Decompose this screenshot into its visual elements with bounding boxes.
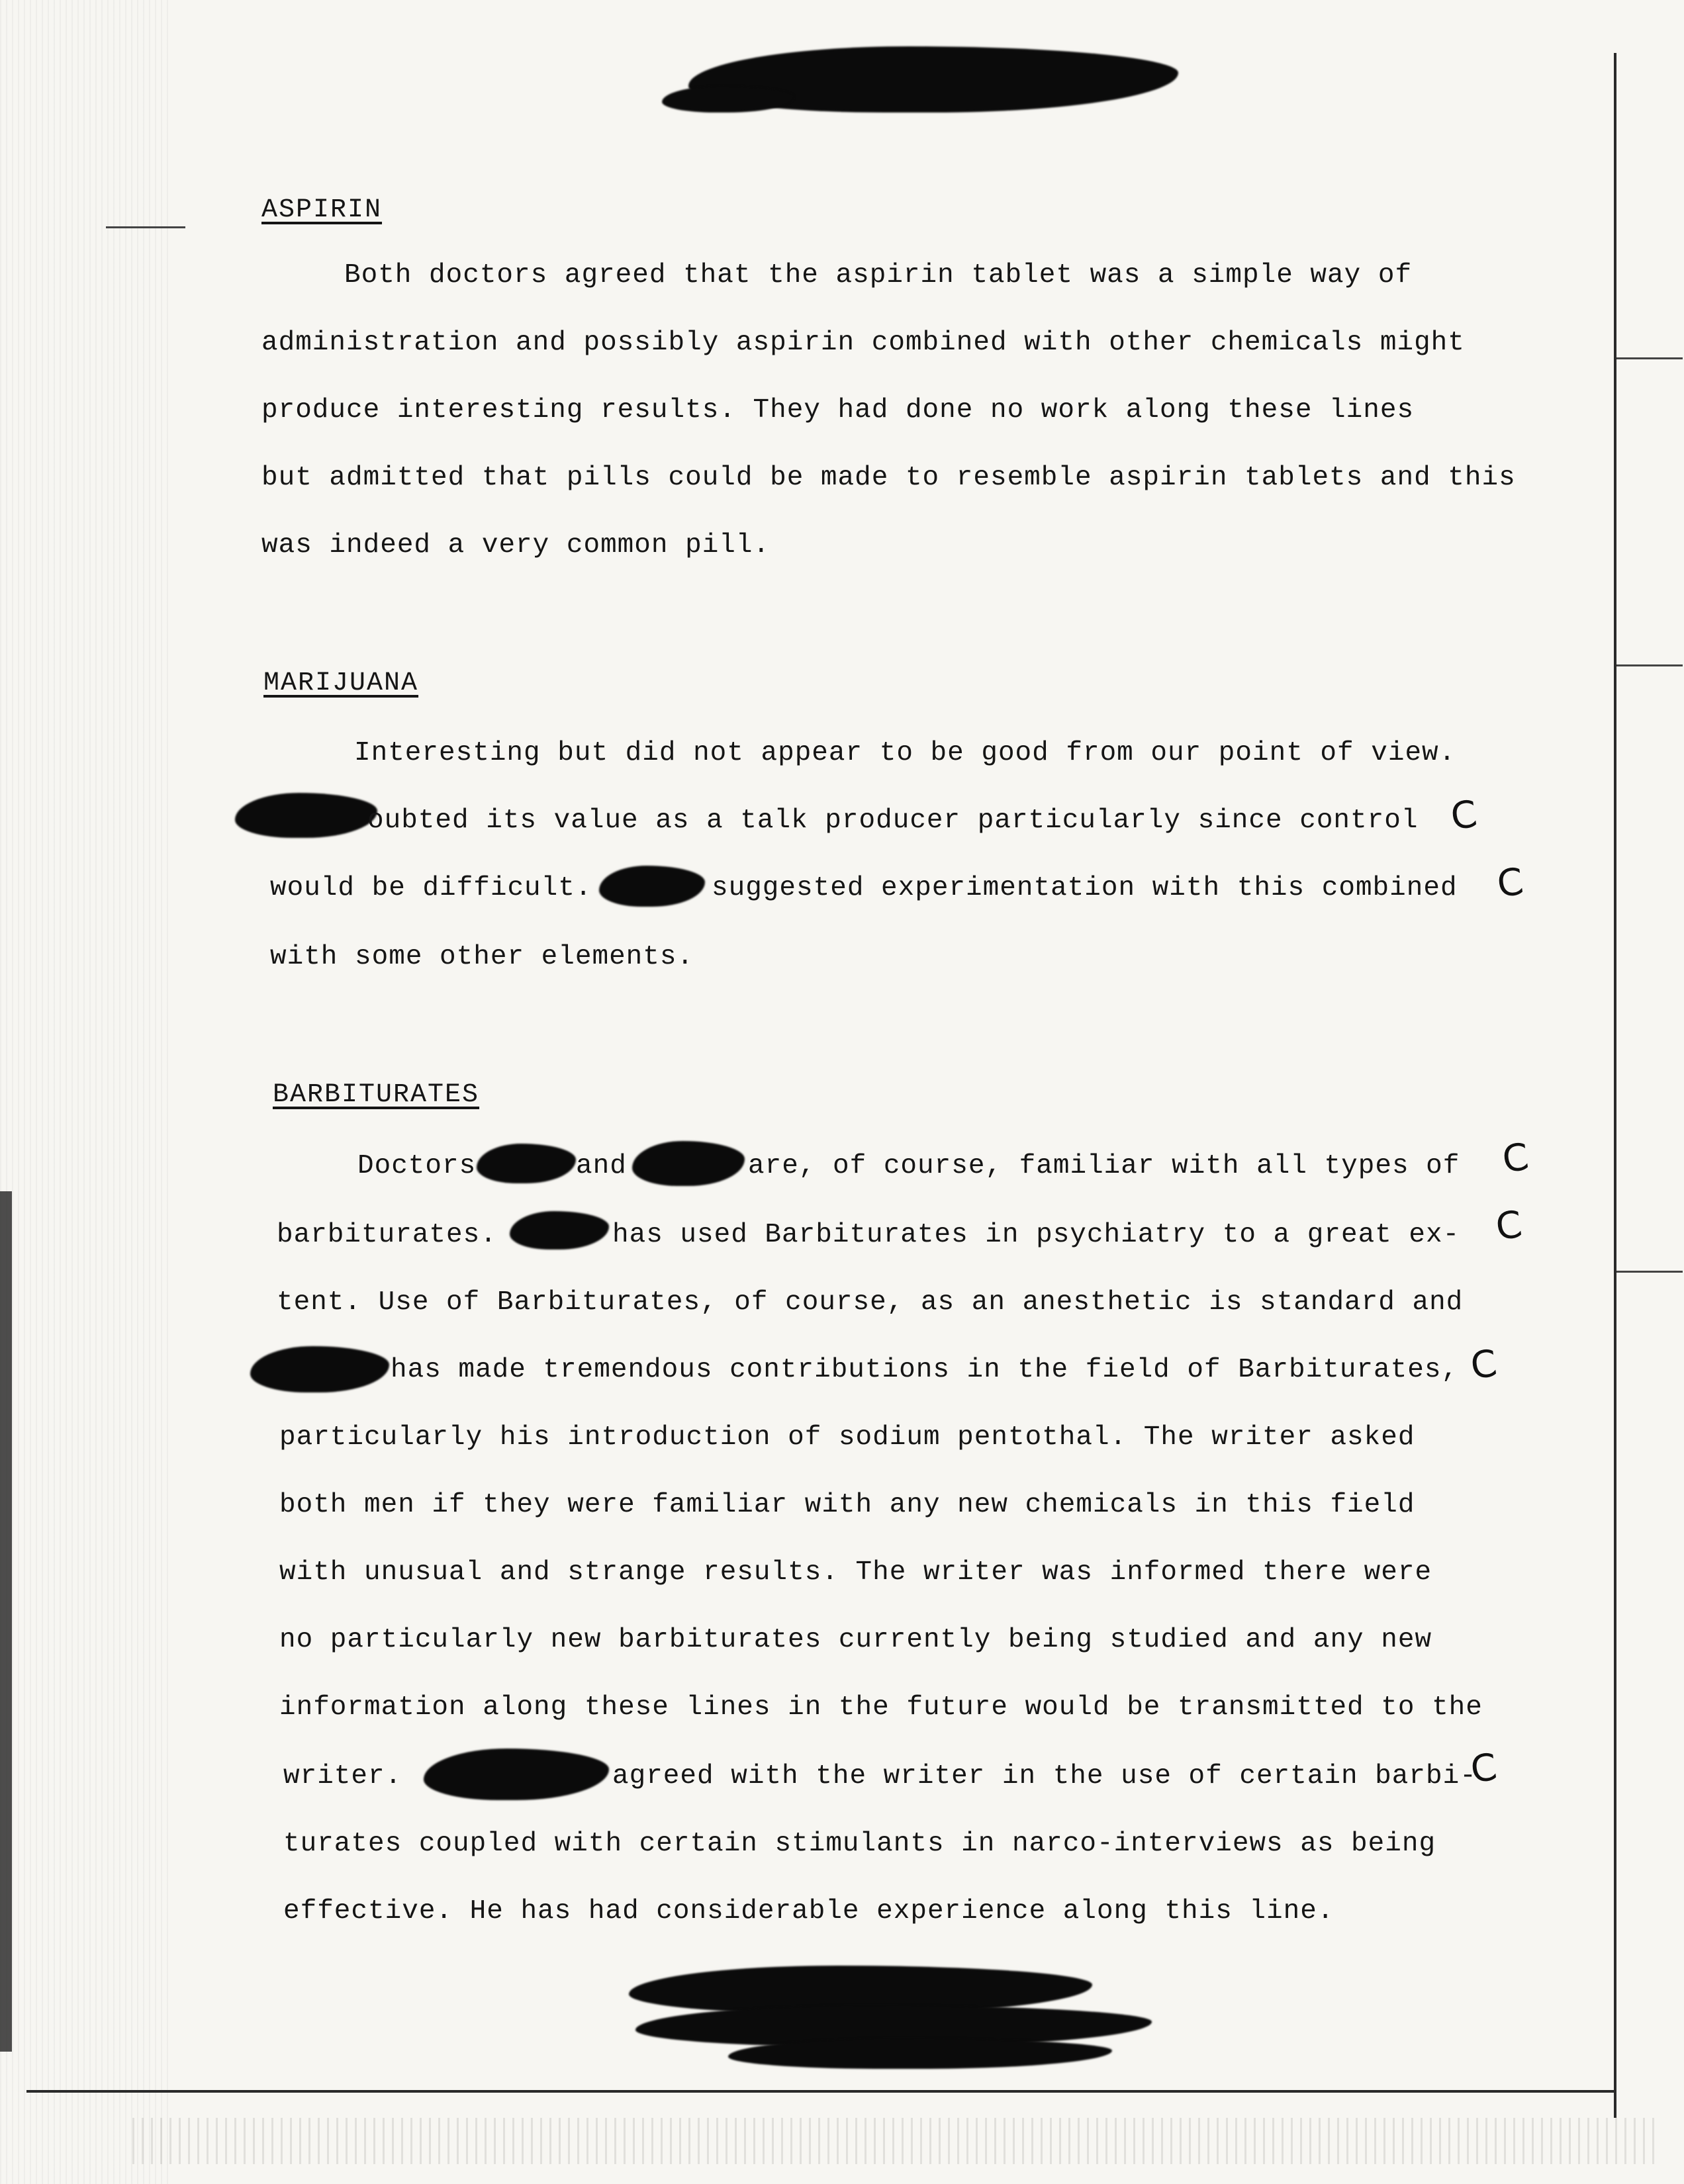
section-heading-barbiturates: BARBITURATES — [273, 1080, 480, 1110]
margin-tick — [1616, 664, 1683, 666]
redaction-name — [424, 1749, 609, 1800]
page-border-right — [1614, 53, 1616, 2118]
text-line: with some other elements. — [270, 942, 694, 972]
margin-check-mark: C — [1468, 1342, 1500, 1388]
section-heading-marijuana: MARIJUANA — [263, 668, 419, 698]
text-line: has made tremendous contributions in the field of Barbiturates, — [391, 1355, 1459, 1385]
text-line: would be difficult. — [270, 873, 592, 903]
text-line: suggested experimentation with this combined — [712, 873, 1458, 903]
section-heading-aspirin: ASPIRIN — [261, 195, 383, 225]
scan-noise-bottom — [132, 2118, 1655, 2164]
text-line: and — [576, 1151, 627, 1181]
text-line: effective. He has had considerable experience along this line. — [283, 1896, 1334, 1927]
text-line: Interesting but did not appear to be good from our point of view. — [354, 738, 1456, 768]
redaction-name — [250, 1346, 389, 1392]
margin-check-mark: C — [1448, 792, 1480, 839]
text-line: barbiturates. — [277, 1220, 497, 1250]
text-line: particularly his introduction of sodium pentothal. The writer asked — [279, 1422, 1415, 1453]
scan-noise-left — [0, 0, 172, 2184]
text-line: agreed with the writer in the use of certain barbi- — [612, 1761, 1477, 1792]
text-line: writer. — [283, 1761, 402, 1792]
text-line: with unusual and strange results. The writer was informed there were — [279, 1557, 1432, 1588]
text-line: Both doctors agreed that the aspirin tablet was a simple way of — [344, 260, 1413, 291]
scan-edge-strip — [0, 1191, 12, 2052]
redaction-name — [477, 1144, 576, 1183]
text-line: are, of course, familiar with all types of — [748, 1151, 1460, 1181]
redaction-name — [599, 866, 705, 907]
redaction-name — [235, 793, 377, 838]
text-line: produce interesting results. They had done no work along these lines — [261, 395, 1415, 426]
text-line: oubted its value as a talk producer particularly since control — [367, 805, 1419, 836]
redaction-name — [632, 1141, 745, 1186]
redaction-bottom-classification — [728, 2038, 1112, 2069]
margin-tick — [1616, 1271, 1683, 1273]
text-line: has used Barbiturates in psychiatry to a great ex- — [612, 1220, 1460, 1250]
text-line: no particularly new barbiturates currently being studied and any new — [279, 1625, 1432, 1655]
text-line: information along these lines in the future would be transmitted to the — [279, 1692, 1483, 1723]
margin-check-mark: C — [1468, 1745, 1500, 1792]
margin-tick — [106, 226, 185, 228]
text-line: tent. Use of Barbiturates, of course, as an anesthetic is standard and — [277, 1287, 1464, 1318]
margin-check-mark: C — [1493, 1203, 1525, 1250]
margin-check-mark: C — [1494, 860, 1526, 907]
margin-tick — [1616, 357, 1683, 359]
text-line: but admitted that pills could be made to resemble aspirin tablets and this — [261, 463, 1516, 493]
text-line: turates coupled with certain stimulants in narco-interviews as being — [283, 1829, 1436, 1859]
text-line: Doctors — [357, 1151, 477, 1181]
text-line: administration and possibly aspirin combined with other chemicals might — [261, 328, 1465, 358]
text-line: both men if they were familiar with any new chemicals in this field — [279, 1490, 1415, 1520]
redaction-name — [510, 1211, 609, 1250]
margin-check-mark: C — [1499, 1135, 1532, 1182]
page-border-bottom — [26, 2090, 1615, 2093]
redaction-top-classification — [662, 86, 794, 113]
text-line: was indeed a very common pill. — [261, 530, 771, 561]
